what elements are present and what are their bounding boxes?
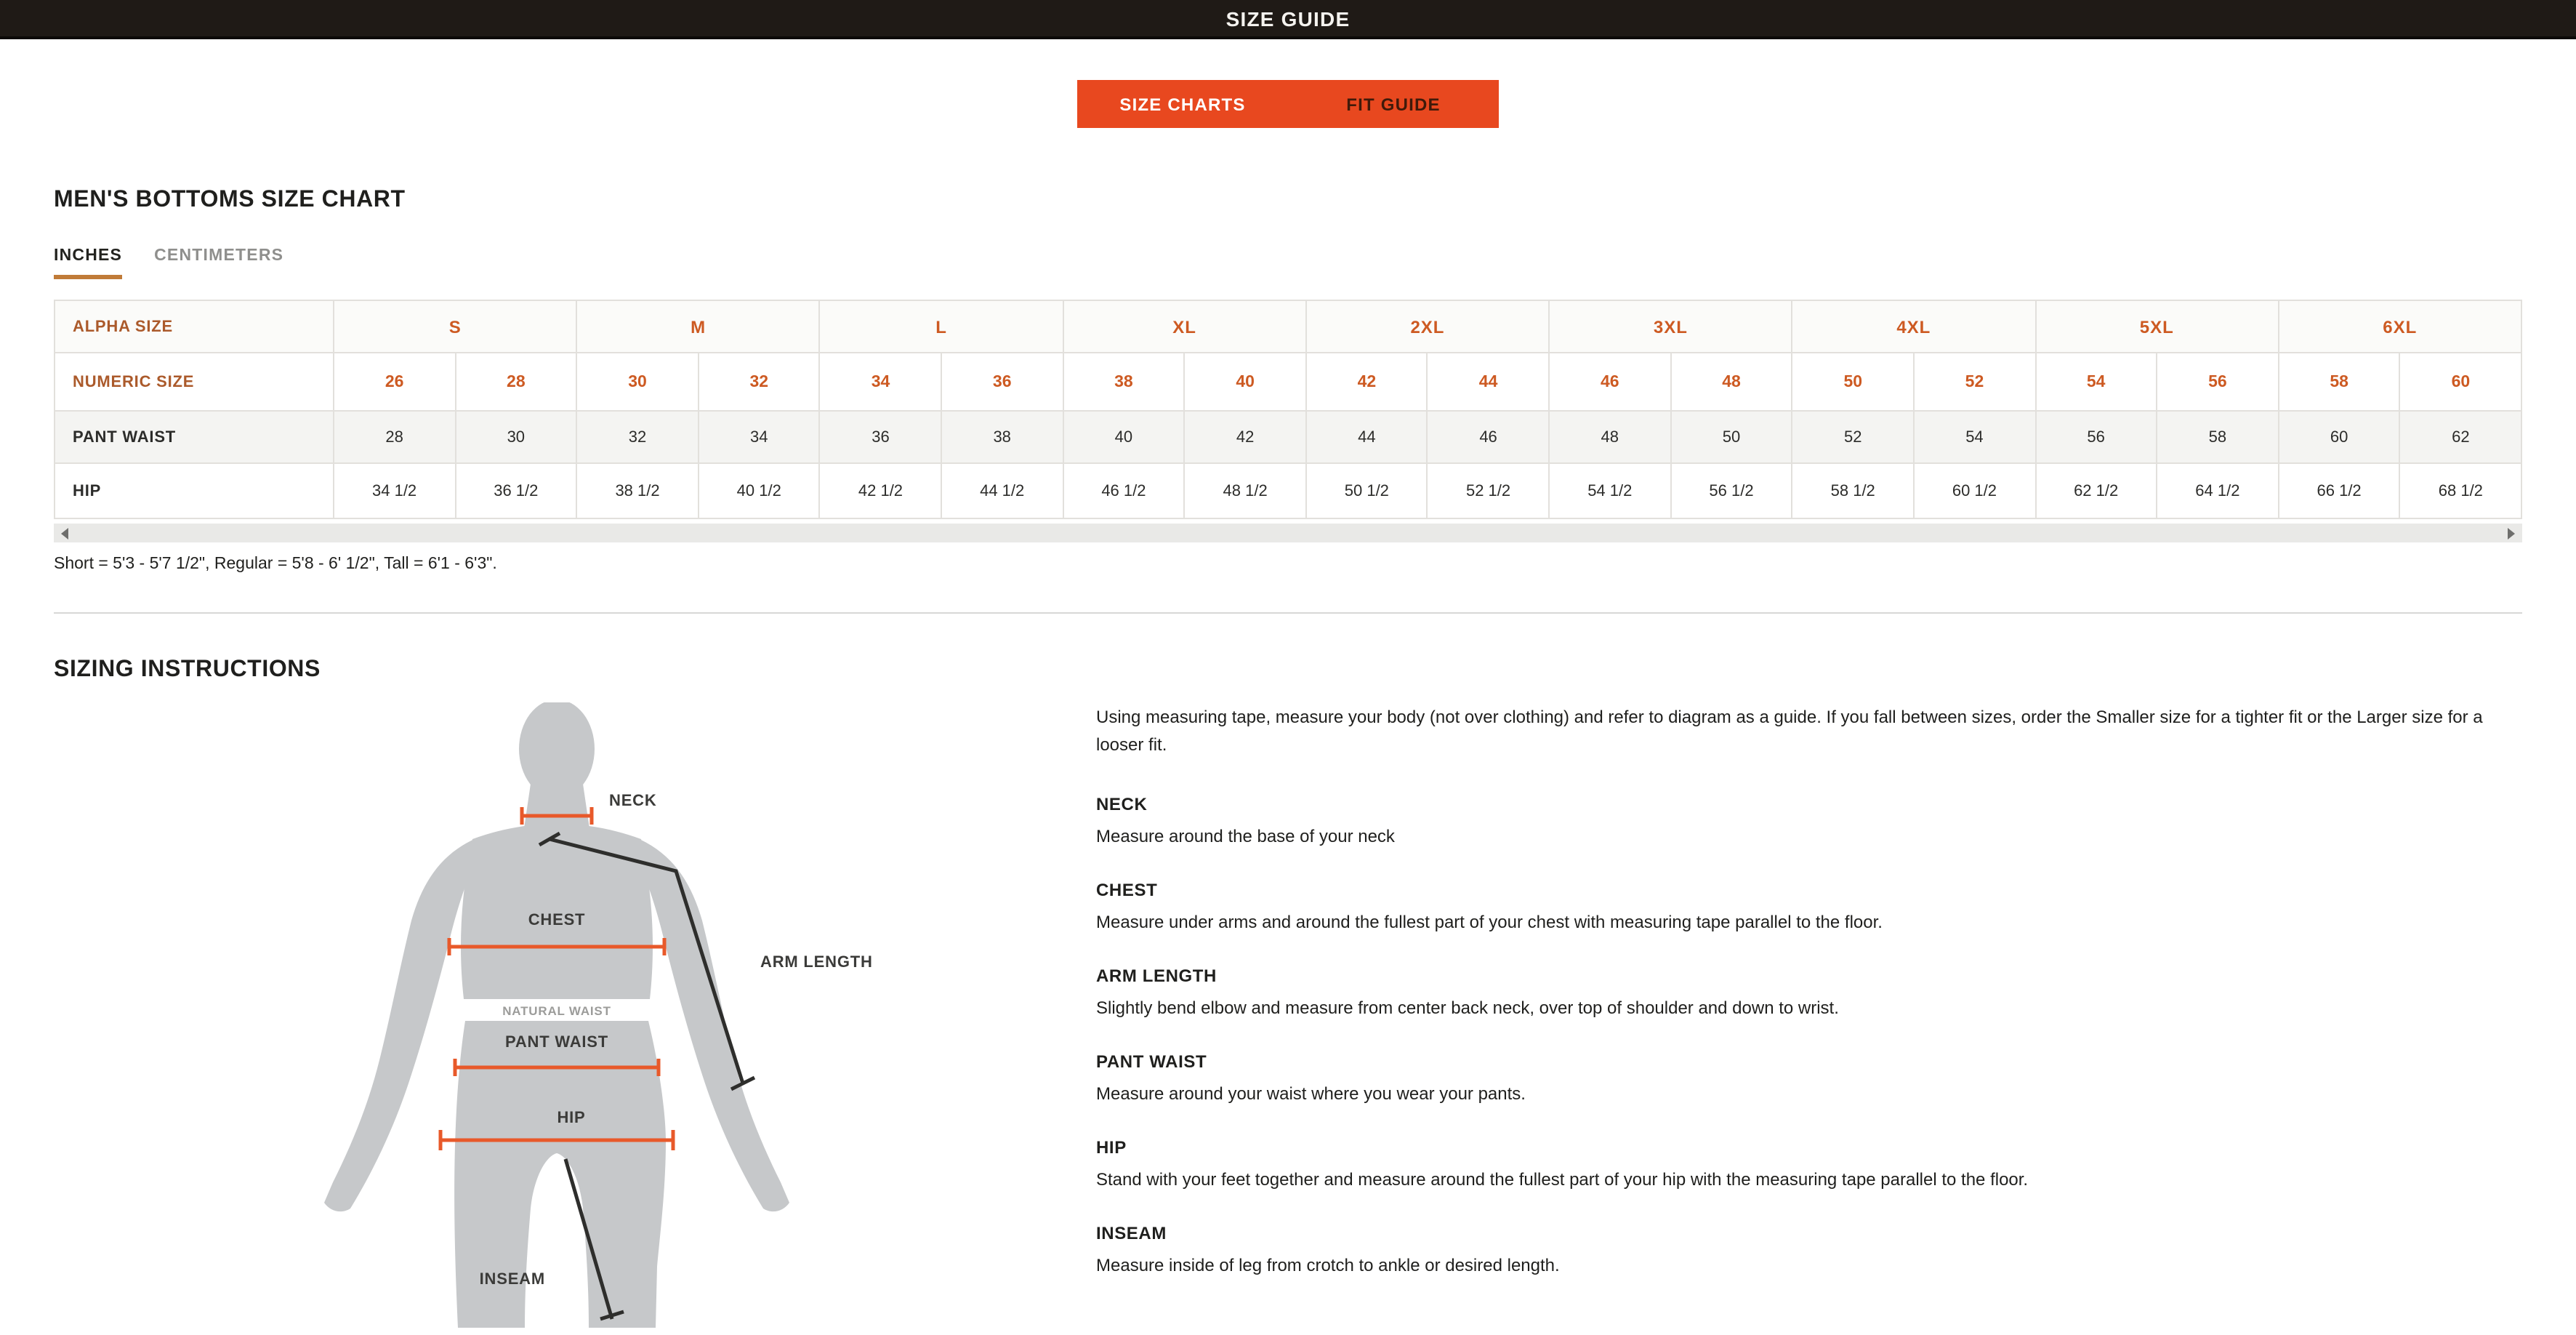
measurement-diagram (54, 702, 1096, 1328)
table-row-alpha-size (55, 300, 2521, 353)
top-header-bar (0, 0, 2576, 39)
hip-cell: 60 1/2 (1914, 463, 2035, 518)
row-label-pant-waist: PANT WAIST (55, 411, 334, 463)
sizing-instructions-title: SIZING INSTRUCTIONS (54, 657, 321, 682)
numeric-size-cell: 52 (1914, 353, 2035, 411)
hip-cell: 62 1/2 (2035, 463, 2157, 518)
numeric-size-cell: 34 (820, 353, 941, 411)
section-divider (54, 612, 2522, 614)
hip-cell: 48 1/2 (1185, 463, 1306, 518)
row-label-alpha-size: ALPHA SIZE (55, 300, 334, 353)
hip-cell: 46 1/2 (1063, 463, 1184, 518)
instruction-label: HIP (1096, 1137, 1127, 1158)
numeric-size-cell: 44 (1428, 353, 1549, 411)
pant-waist-cell: 44 (1306, 411, 1428, 463)
instruction-label: CHEST (1096, 880, 1158, 901)
tab-size-charts[interactable]: SIZE CHARTS (1119, 94, 1246, 114)
scroll-left-arrow-icon[interactable] (61, 528, 68, 540)
pant-waist-cell: 48 (1549, 411, 1670, 463)
unit-tabs (54, 247, 2522, 279)
diagram-chest-label: CHEST (528, 910, 586, 929)
diagram-inseam-label: INSEAM (479, 1270, 545, 1288)
instruction-section-neck (1096, 795, 2522, 850)
hip-cell: 66 1/2 (2279, 463, 2400, 518)
hip-cell: 44 1/2 (941, 463, 1063, 518)
hip-cell: 52 1/2 (1428, 463, 1549, 518)
pant-waist-cell: 28 (334, 411, 455, 463)
table-row-numeric-size (55, 353, 2521, 411)
page-title: SIZE GUIDE (1225, 7, 1351, 30)
diagram-arm-length-label: ARM LENGTH (760, 953, 873, 971)
numeric-size-cell: 56 (2157, 353, 2278, 411)
instruction-text: Measure inside of leg from crotch to ankle or desired length. (1096, 1255, 1560, 1276)
diagram-pant-waist-label: PANT WAIST (504, 1033, 609, 1051)
hip-cell: 64 1/2 (2157, 463, 2278, 518)
numeric-size-cell: 58 (2279, 353, 2400, 411)
pant-waist-cell: 60 (2279, 411, 2400, 463)
alpha-size-cell: 4XL (1792, 300, 2035, 353)
sizing-instructions-text (1096, 702, 2522, 1328)
hip-cell: 38 1/2 (576, 463, 698, 518)
numeric-size-cell: 50 (1792, 353, 1914, 411)
pant-waist-cell: 50 (1670, 411, 1792, 463)
instruction-text: Measure around your waist where you wear your pants. (1096, 1083, 1526, 1105)
instruction-text: Slightly bend elbow and measure from center back neck, over top of shoulder and down to wrist. (1096, 998, 1839, 1019)
alpha-size-cell: 5XL (2035, 300, 2278, 353)
pant-waist-cell: 62 (2400, 411, 2521, 463)
hip-cell: 42 1/2 (820, 463, 941, 518)
pant-waist-cell: 40 (1063, 411, 1184, 463)
diagram-neck-label: NECK (609, 791, 657, 809)
instruction-label: PANT WAIST (1096, 1051, 1207, 1073)
body-silhouette-diagram (310, 702, 891, 1328)
alpha-size-cell: L (820, 300, 1063, 353)
hip-cell: 36 1/2 (455, 463, 576, 518)
numeric-size-cell: 28 (455, 353, 576, 411)
numeric-size-cell: 40 (1185, 353, 1306, 411)
instruction-section-hip (1096, 1138, 2522, 1193)
alpha-size-cell: S (334, 300, 576, 353)
instruction-section-chest (1096, 881, 2522, 936)
pant-waist-cell: 52 (1792, 411, 1914, 463)
instruction-section-arm-length (1096, 966, 2522, 1022)
alpha-size-cell: 2XL (1306, 300, 1549, 353)
tab-centimeters[interactable]: CENTIMETERS (154, 247, 284, 265)
instruction-text: Measure under arms and around the fullest part of your chest with measuring tape parallel to the floor. (1096, 912, 1883, 933)
table-row-hip (55, 463, 2521, 518)
numeric-size-cell: 60 (2400, 353, 2521, 411)
alpha-size-cell: 3XL (1549, 300, 1792, 353)
tab-inches[interactable]: INCHES (54, 247, 122, 279)
hip-cell: 50 1/2 (1306, 463, 1428, 518)
row-label-hip: HIP (55, 463, 334, 518)
hip-cell: 54 1/2 (1549, 463, 1670, 518)
size-chart-table (54, 300, 2522, 519)
numeric-size-cell: 30 (576, 353, 698, 411)
guide-tabbar (1077, 80, 1499, 128)
alpha-size-cell: 6XL (2279, 300, 2522, 353)
hip-cell: 68 1/2 (2400, 463, 2521, 518)
table-horizontal-scrollbar[interactable] (54, 524, 2522, 542)
numeric-size-cell: 54 (2035, 353, 2157, 411)
pant-waist-cell: 38 (941, 411, 1063, 463)
instruction-text: Measure around the base of your neck (1096, 826, 1395, 847)
row-label-numeric-size: NUMERIC SIZE (55, 353, 334, 411)
hip-cell: 34 1/2 (334, 463, 455, 518)
hip-cell: 40 1/2 (699, 463, 820, 518)
pant-waist-cell: 56 (2035, 411, 2157, 463)
tab-fit-guide[interactable]: FIT GUIDE (1346, 94, 1441, 114)
pant-waist-cell: 54 (1914, 411, 2035, 463)
pant-waist-cell: 36 (820, 411, 941, 463)
instruction-section-inseam (1096, 1224, 2522, 1279)
hip-cell: 58 1/2 (1792, 463, 1914, 518)
hip-cell: 56 1/2 (1670, 463, 1792, 518)
numeric-size-cell: 32 (699, 353, 820, 411)
instruction-label: NECK (1096, 794, 1148, 815)
height-footnote: Short = 5'3 - 5'7 1/2", Regular = 5'8 - 6' 1/2", Tall = 6'1 - 6'3". (54, 556, 497, 573)
alpha-size-cell: M (576, 300, 819, 353)
table-row-pant-waist (55, 411, 2521, 463)
numeric-size-cell: 36 (941, 353, 1063, 411)
numeric-size-cell: 26 (334, 353, 455, 411)
pant-waist-cell: 58 (2157, 411, 2278, 463)
scroll-right-arrow-icon[interactable] (2508, 528, 2515, 540)
pant-waist-cell: 32 (576, 411, 698, 463)
numeric-size-cell: 48 (1670, 353, 1792, 411)
instruction-label: INSEAM (1096, 1223, 1167, 1244)
numeric-size-cell: 42 (1306, 353, 1428, 411)
pant-waist-cell: 34 (699, 411, 820, 463)
diagram-natural-waist-label: NATURAL WAIST (502, 1004, 611, 1018)
instruction-section-pant-waist (1096, 1052, 2522, 1107)
sizing-intro: Using measuring tape, measure your body (not over clothing) and refer to diagram as a guide. If you fall between sizes, order the Smaller size for a tighter fit or the Larger size for a looser fit. (1096, 707, 2483, 755)
pant-waist-cell: 46 (1428, 411, 1549, 463)
chart-title: MEN'S BOTTOMS SIZE CHART (54, 188, 406, 212)
pant-waist-cell: 30 (455, 411, 576, 463)
instruction-label: ARM LENGTH (1096, 966, 1217, 987)
instruction-text: Stand with your feet together and measure around the fullest part of your hip with the measuring tape parallel to the floor. (1096, 1169, 2029, 1190)
numeric-size-cell: 38 (1063, 353, 1184, 411)
pant-waist-cell: 42 (1185, 411, 1306, 463)
diagram-hip-label: HIP (557, 1108, 586, 1126)
alpha-size-cell: XL (1063, 300, 1305, 353)
numeric-size-cell: 46 (1549, 353, 1670, 411)
